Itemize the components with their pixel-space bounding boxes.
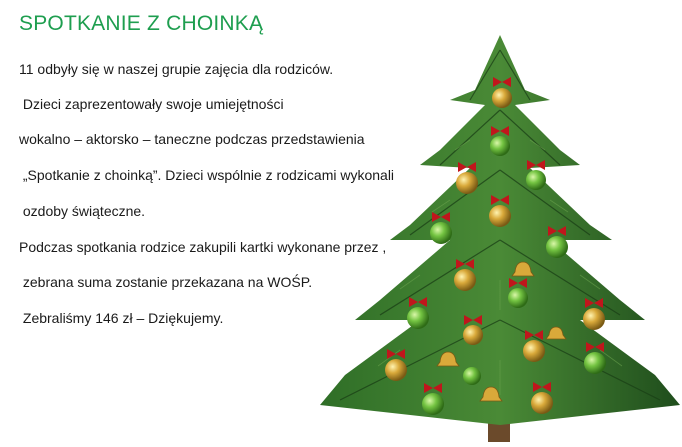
- christmas-tree-icon: [320, 30, 682, 442]
- text-line-3: wokalno – aktorsko – taneczne podczas przedstawienia: [19, 131, 365, 147]
- text-line-4: „Spotkanie z choinką”. Dzieci wspólnie z rodzicami wykonali: [19, 167, 395, 183]
- text-line-7: zebrana suma zostanie przekazana na WOŚP.: [19, 274, 313, 290]
- text-line-5: ozdoby świąteczne.: [19, 203, 146, 219]
- text-line-6: Podczas spotkania rodzice zakupili kartki wykonane przez ,: [19, 239, 387, 255]
- text-line-8: Zebraliśmy 146 zł – Dziękujemy.: [19, 310, 224, 326]
- christmas-tree-image: [320, 30, 682, 442]
- text-line-2: Dzieci zaprezentowały swoje umiejętności: [19, 96, 284, 112]
- page-title: SPOTKANIE Z CHOINKĄ: [19, 12, 264, 35]
- text-line-1: 11 odbyły się w naszej grupie zajęcia dla rodziców.: [19, 61, 334, 77]
